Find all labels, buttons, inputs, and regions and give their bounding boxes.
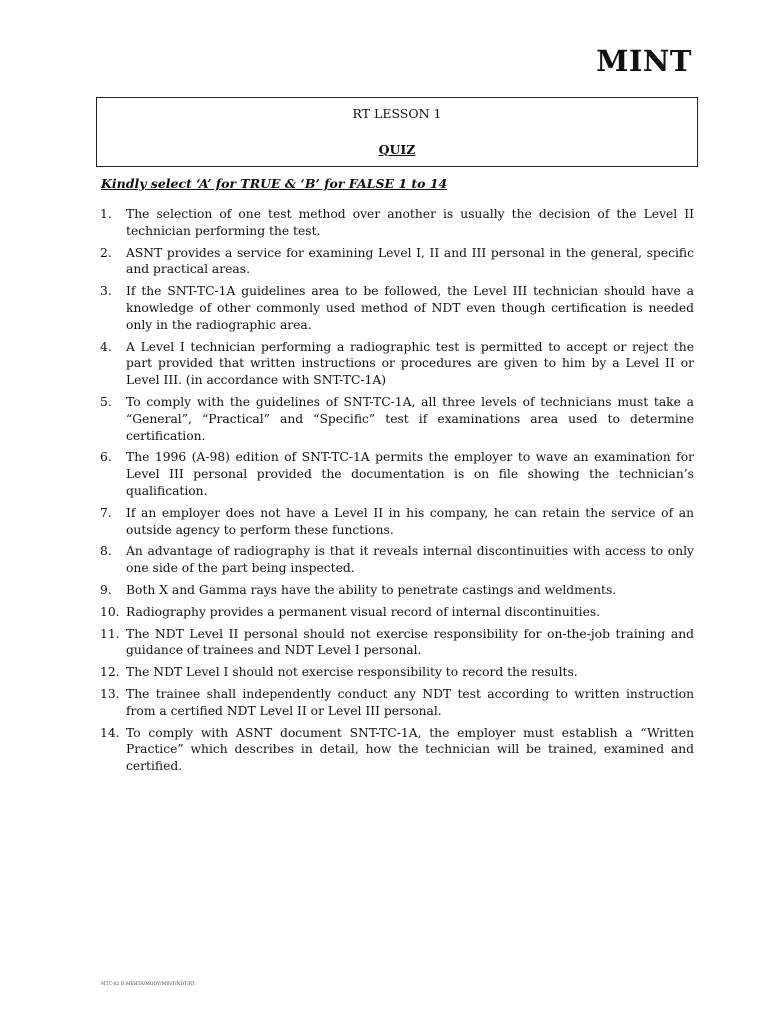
question-number: 13. <box>100 686 120 701</box>
question-text: ASNT provides a service for examining Level I, II and III personal in the general, specific and practical areas. <box>126 245 694 277</box>
question-number: 1. <box>100 207 112 221</box>
question-number: 6. <box>100 450 112 465</box>
question-item <box>100 604 694 621</box>
footer-path: MTC-02 D:MEHTA/MODY/MINT/NDT/RT <box>101 982 195 987</box>
question-item <box>100 449 694 499</box>
question-item <box>100 543 694 577</box>
question-item <box>100 283 694 333</box>
question-text: The trainee shall independently conduct any NDT test according to written instruction from a certified NDT Level II or Level III personal. <box>126 686 694 718</box>
question-text: The selection of one test method over another is usually the decision of the Level II technician performing the test. <box>126 207 694 238</box>
question-text: The NDT Level I should not exercise responsibility to record the results. <box>126 665 578 680</box>
title-box <box>96 97 698 167</box>
question-number: 7. <box>100 505 112 520</box>
question-item <box>100 664 694 681</box>
question-number: 9. <box>100 582 112 597</box>
question-text: The 1996 (A-98) edition of SNT-TC-1A permits the employer to wave an examination for Level III personal provided the documentation is on file showing the technician’s qualification. <box>126 450 694 498</box>
question-text: To comply with ASNT document SNT-TC-1A, the employer must establish a “Written Practice” which describes in detail, how the technician will be trained, examined and certified. <box>126 725 694 774</box>
question-item <box>100 339 694 389</box>
brand-title: MINT <box>596 44 692 78</box>
question-item <box>100 206 694 240</box>
question-text: If an employer does not have a Level II in his company, he can retain the service of an outside agency to perform these functions. <box>126 505 694 537</box>
question-text: To comply with the guidelines of SNT-TC-1A, all three levels of technicians must take a “General”, “Practical” and “Specific” test if examinations area used to determine certification. <box>126 394 694 443</box>
question-item <box>100 582 694 599</box>
question-number: 8. <box>100 544 112 559</box>
question-text: An advantage of radiography is that it reveals internal discontinuities with access to only one side of the part being inspected. <box>126 544 694 576</box>
question-number: 11. <box>100 626 120 641</box>
question-number: 2. <box>100 245 112 260</box>
question-number: 3. <box>100 284 112 299</box>
question-item <box>100 725 694 775</box>
question-text: If the SNT-TC-1A guidelines area to be followed, the Level III technician should have a knowledge of other commonly used method of NDT even though certification is needed only in the radiographic area. <box>126 284 694 332</box>
quiz-instruction: Kindly select ‘A’ for TRUE & ‘B’ for FALSE 1 to 14 <box>101 176 448 191</box>
question-text: Both X and Gamma rays have the ability to penetrate castings and weldments. <box>126 582 617 597</box>
question-number: 12. <box>100 665 120 680</box>
question-number: 5. <box>100 394 112 409</box>
question-list <box>100 206 694 780</box>
question-text: The NDT Level II personal should not exercise responsibility for on-the-job training and guidance of trainees and NDT Level I personal. <box>126 626 694 658</box>
quiz-title: QUIZ <box>378 142 416 157</box>
question-number: 10. <box>100 604 120 619</box>
question-item <box>100 245 694 279</box>
question-item <box>100 626 694 660</box>
question-text: Radiography provides a permanent visual record of internal discontinuities. <box>126 604 601 619</box>
question-number: 14. <box>100 725 120 740</box>
question-item <box>100 394 694 444</box>
question-text: A Level I technician performing a radiographic test is permitted to accept or reject the part provided that written instructions or procedures are given to him by a Level II or Level III. (in accordance with SNT-TC-1A) <box>126 339 694 388</box>
question-item <box>100 505 694 539</box>
lesson-title: RT LESSON 1 <box>352 106 442 121</box>
question-number: 4. <box>100 339 112 354</box>
question-item <box>100 686 694 720</box>
